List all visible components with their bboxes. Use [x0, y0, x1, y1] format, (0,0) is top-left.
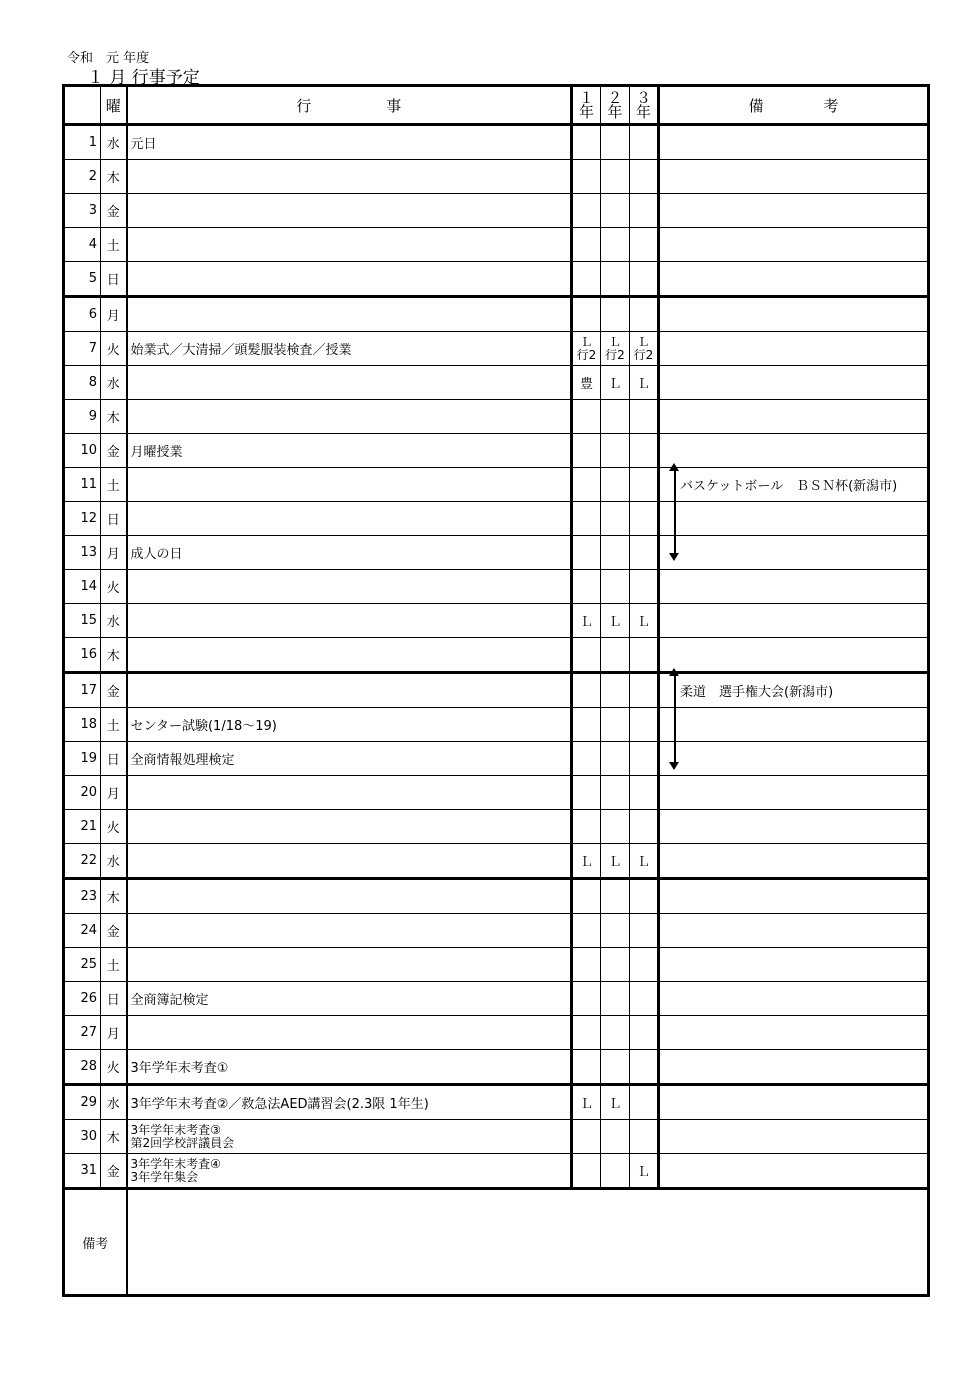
note-cell — [659, 194, 929, 228]
day-cell: 28 — [64, 1050, 101, 1085]
day-cell: 6 — [64, 297, 101, 332]
grade3-cell — [630, 914, 659, 948]
event-cell — [127, 400, 572, 434]
table-row — [64, 536, 929, 570]
weekday-cell: 土 — [101, 228, 127, 262]
day-cell: 12 — [64, 502, 101, 536]
grade3-cell — [630, 879, 659, 914]
grade3-cell: Ｌ — [630, 366, 659, 400]
day-cell: 5 — [64, 262, 101, 297]
weekday-cell: 水 — [101, 1085, 127, 1120]
grade1-cell — [572, 160, 601, 194]
day-cell: 16 — [64, 638, 101, 673]
weekday-cell: 水 — [101, 844, 127, 879]
weekday-cell: 木 — [101, 1120, 127, 1154]
grade2-cell — [601, 194, 630, 228]
day-cell: 9 — [64, 400, 101, 434]
day-cell: 14 — [64, 570, 101, 604]
page-title: １ 月 行事予定 — [87, 68, 200, 88]
grade3-cell: Ｌ 行2 — [630, 332, 659, 366]
grade2-cell — [601, 742, 630, 776]
day-cell: 11 — [64, 468, 101, 502]
grade2-cell — [601, 400, 630, 434]
grade1-cell — [572, 1154, 601, 1189]
weekday-cell: 金 — [101, 914, 127, 948]
event-cell — [127, 366, 572, 400]
event-cell — [127, 1016, 572, 1050]
table-row — [64, 708, 929, 742]
grade2-cell — [601, 673, 630, 708]
grade1-cell — [572, 502, 601, 536]
note-cell — [659, 1120, 929, 1154]
weekday-cell: 月 — [101, 776, 127, 810]
event-cell: 月曜授業 — [127, 434, 572, 468]
grade2-cell: Ｌ — [601, 366, 630, 400]
weekday-cell: 月 — [101, 1016, 127, 1050]
note-cell — [659, 332, 929, 366]
day-cell: 23 — [64, 879, 101, 914]
event-cell — [127, 297, 572, 332]
note-cell — [659, 604, 929, 638]
event-cell: 3年学年末考査②／救急法AED講習会(2.3限 1年生) — [127, 1085, 572, 1120]
event-cell: センター試験(1/18～19) — [127, 708, 572, 742]
weekday-cell: 火 — [101, 1050, 127, 1085]
note-cell — [659, 1154, 929, 1189]
event-cell — [127, 810, 572, 844]
day-cell: 31 — [64, 1154, 101, 1189]
table-row — [64, 262, 929, 297]
table-row — [64, 502, 929, 536]
grade1-cell — [572, 1120, 601, 1154]
table-row — [64, 1085, 929, 1120]
grade2-cell — [601, 776, 630, 810]
table-row — [64, 1016, 929, 1050]
day-cell: 30 — [64, 1120, 101, 1154]
grade3-cell — [630, 1120, 659, 1154]
event-cell — [127, 914, 572, 948]
grade2-cell: Ｌ 行2 — [601, 332, 630, 366]
table-row — [64, 948, 929, 982]
weekday-cell: 金 — [101, 434, 127, 468]
grade1-cell — [572, 708, 601, 742]
note-cell — [659, 879, 929, 914]
grade1-cell — [572, 673, 601, 708]
basketball-period-arrow — [669, 463, 681, 561]
table-row — [64, 638, 929, 673]
grade3-cell — [630, 468, 659, 502]
note-cell — [659, 502, 929, 536]
weekday-cell: 日 — [101, 742, 127, 776]
weekday-cell: 火 — [101, 332, 127, 366]
grade3-cell — [630, 536, 659, 570]
table-row — [64, 570, 929, 604]
table-row — [64, 1050, 929, 1085]
grade3-header: ３ 年 — [630, 86, 659, 125]
event-cell — [127, 879, 572, 914]
grade3-cell — [630, 1085, 659, 1120]
day-cell: 24 — [64, 914, 101, 948]
grade1-cell — [572, 434, 601, 468]
grade3-cell — [630, 673, 659, 708]
note-cell — [659, 1050, 929, 1085]
grade3-cell — [630, 776, 659, 810]
grade1-cell — [572, 879, 601, 914]
grade1-cell — [572, 742, 601, 776]
day-cell: 18 — [64, 708, 101, 742]
grade2-cell — [601, 1016, 630, 1050]
day-cell: 13 — [64, 536, 101, 570]
grade3-cell — [630, 948, 659, 982]
note-cell — [659, 366, 929, 400]
grade2-cell — [601, 982, 630, 1016]
day-cell: 7 — [64, 332, 101, 366]
grade1-header: １ 年 — [572, 86, 601, 125]
day-header — [64, 86, 101, 125]
event-cell — [127, 228, 572, 262]
event-cell: 始業式／大清掃／頭髪服装検査／授業 — [127, 332, 572, 366]
weekday-cell: 火 — [101, 570, 127, 604]
grade1-cell: Ｌ — [572, 604, 601, 638]
grade2-cell — [601, 434, 630, 468]
grade3-cell — [630, 502, 659, 536]
weekday-cell: 水 — [101, 125, 127, 160]
grade3-cell: Ｌ — [630, 604, 659, 638]
grade1-cell: 豊 — [572, 366, 601, 400]
note-cell — [659, 570, 929, 604]
table-row — [64, 982, 929, 1016]
event-cell — [127, 194, 572, 228]
weekday-header: 曜 — [101, 86, 127, 125]
grade3-cell — [630, 125, 659, 160]
day-cell: 3 — [64, 194, 101, 228]
weekday-cell: 火 — [101, 810, 127, 844]
grade2-cell — [601, 708, 630, 742]
grade1-cell — [572, 1050, 601, 1085]
day-cell: 27 — [64, 1016, 101, 1050]
grade3-cell — [630, 228, 659, 262]
weekday-cell: 日 — [101, 502, 127, 536]
grade2-cell — [601, 1050, 630, 1085]
grade2-header: ２ 年 — [601, 86, 630, 125]
event-cell — [127, 948, 572, 982]
footer-content — [127, 1189, 929, 1296]
event-cell — [127, 776, 572, 810]
event-cell — [127, 844, 572, 879]
grade3-cell: Ｌ — [630, 844, 659, 879]
grade1-cell — [572, 638, 601, 673]
event-cell — [127, 262, 572, 297]
table-row — [64, 844, 929, 879]
weekday-cell: 金 — [101, 1154, 127, 1189]
grade2-cell — [601, 502, 630, 536]
day-cell: 29 — [64, 1085, 101, 1120]
weekday-cell: 水 — [101, 366, 127, 400]
note-cell — [659, 434, 929, 468]
grade1-cell — [572, 982, 601, 1016]
grade1-cell — [572, 125, 601, 160]
grade2-cell: Ｌ — [601, 1085, 630, 1120]
weekday-cell: 月 — [101, 297, 127, 332]
grade2-cell — [601, 297, 630, 332]
grade3-cell — [630, 1050, 659, 1085]
grade2-cell: Ｌ — [601, 844, 630, 879]
grade2-cell — [601, 536, 630, 570]
header-row — [64, 86, 929, 125]
weekday-cell: 木 — [101, 160, 127, 194]
judo-period-arrow — [669, 668, 681, 770]
day-cell: 25 — [64, 948, 101, 982]
grade3-cell — [630, 297, 659, 332]
note-cell: 柔道 選手権大会(新潟市) — [659, 673, 929, 708]
note-cell — [659, 914, 929, 948]
day-cell: 21 — [64, 810, 101, 844]
note-cell — [659, 1085, 929, 1120]
grade3-cell — [630, 262, 659, 297]
event-cell: 全商簿記検定 — [127, 982, 572, 1016]
grade2-cell — [601, 468, 630, 502]
event-cell: 元日 — [127, 125, 572, 160]
weekday-cell: 土 — [101, 468, 127, 502]
grade1-cell — [572, 1016, 601, 1050]
footer-row — [64, 1189, 929, 1296]
schedule-table — [62, 84, 930, 1297]
day-cell: 17 — [64, 673, 101, 708]
table-row — [64, 228, 929, 262]
event-cell — [127, 160, 572, 194]
note-cell — [659, 742, 929, 776]
table-row — [64, 914, 929, 948]
table-row — [64, 366, 929, 400]
day-cell: 2 — [64, 160, 101, 194]
grade1-cell — [572, 228, 601, 262]
grade3-cell — [630, 570, 659, 604]
fiscal-year-label: 令和 元 年度 — [67, 51, 150, 66]
weekday-cell: 土 — [101, 948, 127, 982]
table-row — [64, 1120, 929, 1154]
grade3-cell — [630, 400, 659, 434]
event-cell: 全商情報処理検定 — [127, 742, 572, 776]
note-cell — [659, 844, 929, 879]
weekday-cell: 金 — [101, 194, 127, 228]
grade1-cell — [572, 948, 601, 982]
grade3-cell — [630, 1016, 659, 1050]
grade3-cell — [630, 194, 659, 228]
note-cell — [659, 1016, 929, 1050]
day-cell: 4 — [64, 228, 101, 262]
grade1-cell — [572, 536, 601, 570]
weekday-cell: 土 — [101, 708, 127, 742]
day-cell: 20 — [64, 776, 101, 810]
event-cell — [127, 604, 572, 638]
table-row — [64, 297, 929, 332]
grade2-cell — [601, 948, 630, 982]
weekday-cell: 日 — [101, 982, 127, 1016]
table-row — [64, 125, 929, 160]
event-cell — [127, 502, 572, 536]
note-cell — [659, 160, 929, 194]
note-cell — [659, 638, 929, 673]
grade2-cell — [601, 570, 630, 604]
note-cell — [659, 228, 929, 262]
event-cell: 3年学年末考査③ 第2回学校評議員会 — [127, 1120, 572, 1154]
grade1-cell — [572, 810, 601, 844]
weekday-cell: 木 — [101, 879, 127, 914]
note-cell — [659, 810, 929, 844]
weekday-cell: 月 — [101, 536, 127, 570]
day-cell: 8 — [64, 366, 101, 400]
note-cell — [659, 125, 929, 160]
note-cell — [659, 262, 929, 297]
weekday-cell: 金 — [101, 673, 127, 708]
table-row — [64, 160, 929, 194]
grade2-cell — [601, 1120, 630, 1154]
day-cell: 26 — [64, 982, 101, 1016]
grade2-cell — [601, 125, 630, 160]
table-row — [64, 194, 929, 228]
day-cell: 15 — [64, 604, 101, 638]
weekday-cell: 水 — [101, 604, 127, 638]
note-header: 備 考 — [659, 86, 929, 125]
grade2-cell — [601, 879, 630, 914]
day-cell: 10 — [64, 434, 101, 468]
table-row — [64, 434, 929, 468]
grade1-cell — [572, 570, 601, 604]
table-row — [64, 400, 929, 434]
note-cell — [659, 536, 929, 570]
grade2-cell — [601, 160, 630, 194]
table-row — [64, 879, 929, 914]
table-row — [64, 673, 929, 708]
footer-label: 備考 — [64, 1189, 127, 1296]
weekday-cell: 木 — [101, 638, 127, 673]
day-cell: 22 — [64, 844, 101, 879]
note-cell: バスケットボール ＢＳＮ杯(新潟市) — [659, 468, 929, 502]
note-cell — [659, 297, 929, 332]
event-cell — [127, 468, 572, 502]
note-cell — [659, 708, 929, 742]
grade3-cell — [630, 708, 659, 742]
grade1-cell — [572, 194, 601, 228]
grade3-cell — [630, 638, 659, 673]
note-cell — [659, 400, 929, 434]
grade3-cell: Ｌ — [630, 1154, 659, 1189]
grade2-cell — [601, 638, 630, 673]
grade2-cell — [601, 810, 630, 844]
grade1-cell — [572, 262, 601, 297]
grade1-cell: Ｌ — [572, 1085, 601, 1120]
grade3-cell — [630, 742, 659, 776]
weekday-cell: 木 — [101, 400, 127, 434]
grade3-cell — [630, 810, 659, 844]
event-cell: 成人の日 — [127, 536, 572, 570]
grade3-cell — [630, 982, 659, 1016]
grade1-cell — [572, 914, 601, 948]
note-cell — [659, 948, 929, 982]
table-row — [64, 742, 929, 776]
day-cell: 19 — [64, 742, 101, 776]
event-cell: 3年学年末考査① — [127, 1050, 572, 1085]
grade1-cell — [572, 468, 601, 502]
table-row — [64, 468, 929, 502]
grade1-cell — [572, 776, 601, 810]
grade2-cell — [601, 1154, 630, 1189]
event-cell — [127, 570, 572, 604]
grade2-cell — [601, 914, 630, 948]
table-row — [64, 810, 929, 844]
grade1-cell — [572, 297, 601, 332]
note-cell — [659, 776, 929, 810]
day-cell: 1 — [64, 125, 101, 160]
grade1-cell: Ｌ — [572, 844, 601, 879]
grade1-cell — [572, 400, 601, 434]
table-row — [64, 776, 929, 810]
grade3-cell — [630, 434, 659, 468]
event-cell — [127, 673, 572, 708]
note-cell — [659, 982, 929, 1016]
event-cell — [127, 638, 572, 673]
table-row — [64, 332, 929, 366]
grade1-cell: Ｌ 行2 — [572, 332, 601, 366]
table-row — [64, 1154, 929, 1189]
grade2-cell: Ｌ — [601, 604, 630, 638]
event-header: 行 事 — [127, 86, 572, 125]
weekday-cell: 日 — [101, 262, 127, 297]
table-row — [64, 604, 929, 638]
grade2-cell — [601, 228, 630, 262]
event-cell: 3年学年末考査④ 3年学年集会 — [127, 1154, 572, 1189]
grade2-cell — [601, 262, 630, 297]
grade3-cell — [630, 160, 659, 194]
